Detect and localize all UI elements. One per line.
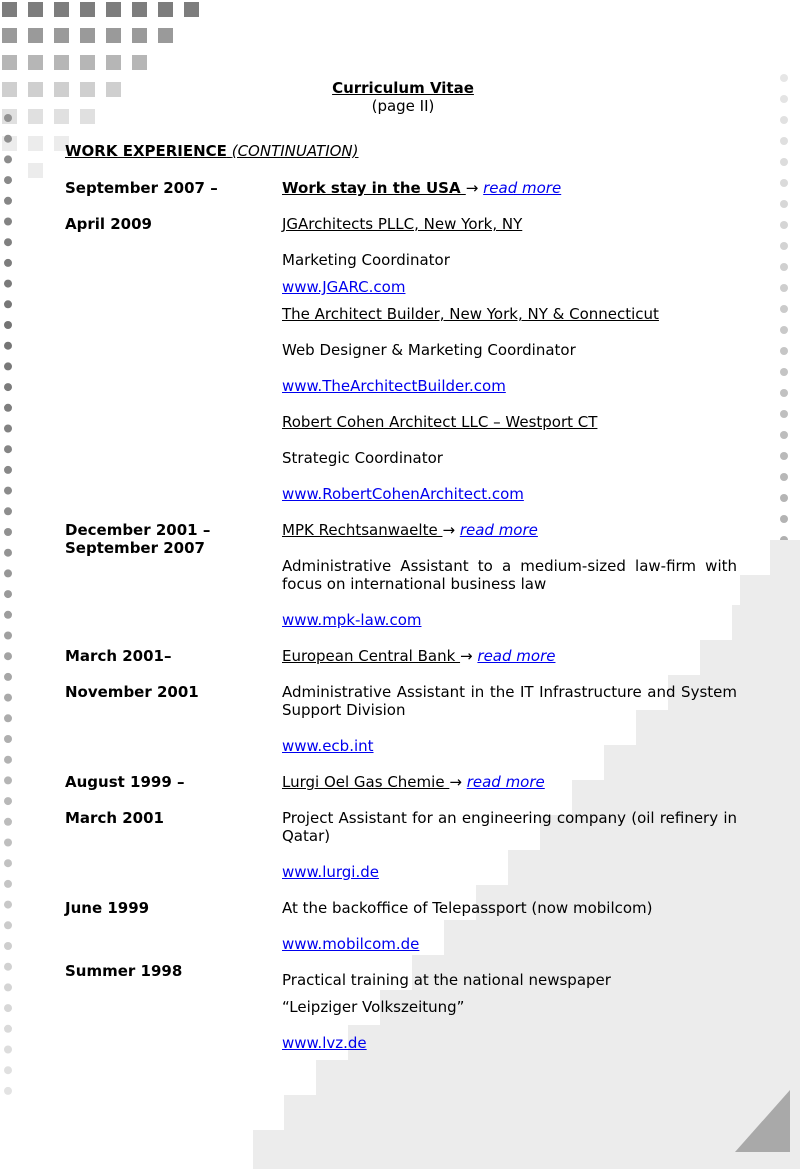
robert-cohen-company: Robert Cohen Architect LLC – Westport CT	[282, 413, 598, 431]
telepassport-description: At the backoffice of Telepassport (now mobilcom)	[282, 899, 653, 917]
jgarc-link[interactable]: www.JGARC.com	[282, 278, 406, 296]
page-subtitle: (page II)	[371, 97, 435, 115]
lvz-line-1: Practical training at the national newspaper	[282, 971, 611, 989]
architect-builder-link[interactable]: www.TheArchitectBuilder.com	[282, 377, 506, 395]
jgarc-company: JGArchitects PLLC, New York, NY	[282, 215, 523, 233]
usa-read-more-link[interactable]: read more	[483, 179, 562, 197]
section-qualifier: (CONTINUATION)	[231, 142, 359, 160]
architect-builder-role: Web Designer & Marketing Coordinator	[282, 341, 576, 359]
telepassport-date: June 1999	[65, 899, 150, 917]
mpk-heading-line	[282, 521, 538, 539]
mpk-company: MPK Rechtsanwaelte	[282, 521, 443, 539]
ecb-link[interactable]: www.ecb.int	[282, 737, 374, 755]
lvz-link[interactable]: www.lvz.de	[282, 1034, 367, 1052]
lvz-date: Summer 1998	[65, 962, 183, 980]
lurgi-read-more-link[interactable]: read more	[466, 773, 545, 791]
usa-heading-line	[282, 179, 561, 197]
arrow-icon: →	[460, 647, 473, 665]
lvz-line-2: “Leipziger Volkszeitung”	[282, 998, 465, 1016]
mpk-link[interactable]: www.mpk-law.com	[282, 611, 422, 629]
page-title: Curriculum Vitae	[332, 79, 474, 97]
usa-date-start: September 2007 –	[65, 179, 218, 197]
jgarc-role: Marketing Coordinator	[282, 251, 450, 269]
lurgi-company: Lurgi Oel Gas Chemie	[282, 773, 450, 791]
lurgi-description: Project Assistant for an engineering company (oil refinery in Qatar)	[282, 809, 737, 845]
ecb-heading-line	[282, 647, 555, 665]
robert-cohen-link[interactable]: www.RobertCohenArchitect.com	[282, 485, 524, 503]
ecb-company: European Central Bank	[282, 647, 461, 665]
ecb-read-more-link[interactable]: read more	[477, 647, 556, 665]
ecb-date-start: March 2001–	[65, 647, 172, 665]
arrow-icon: →	[465, 179, 479, 197]
arrow-icon: →	[442, 521, 456, 539]
lurgi-link[interactable]: www.lurgi.de	[282, 863, 379, 881]
mobilcom-link[interactable]: www.mobilcom.de	[282, 935, 420, 953]
section-heading	[65, 142, 359, 160]
lurgi-date-start: August 1999 –	[65, 773, 185, 791]
mpk-date-start: December 2001 –	[65, 521, 211, 539]
lurgi-date-end: March 2001	[65, 809, 164, 827]
usa-date-end: April 2009	[65, 215, 152, 233]
robert-cohen-role: Strategic Coordinator	[282, 449, 443, 467]
ecb-description: Administrative Assistant in the IT Infrastructure and System Support Division	[282, 683, 737, 719]
ecb-date-end: November 2001	[65, 683, 199, 701]
mpk-date-end: September 2007	[65, 539, 205, 557]
section-title: WORK EXPERIENCE	[65, 142, 227, 160]
mpk-description: Administrative Assistant to a medium-sized law-firm with focus on international business law	[282, 557, 737, 593]
mpk-read-more-link[interactable]: read more	[459, 521, 538, 539]
arrow-icon: →	[449, 773, 462, 791]
architect-builder-company: The Architect Builder, New York, NY & Connecticut	[282, 305, 659, 323]
usa-heading: Work stay in the USA	[282, 179, 466, 197]
lurgi-heading-line	[282, 773, 545, 791]
